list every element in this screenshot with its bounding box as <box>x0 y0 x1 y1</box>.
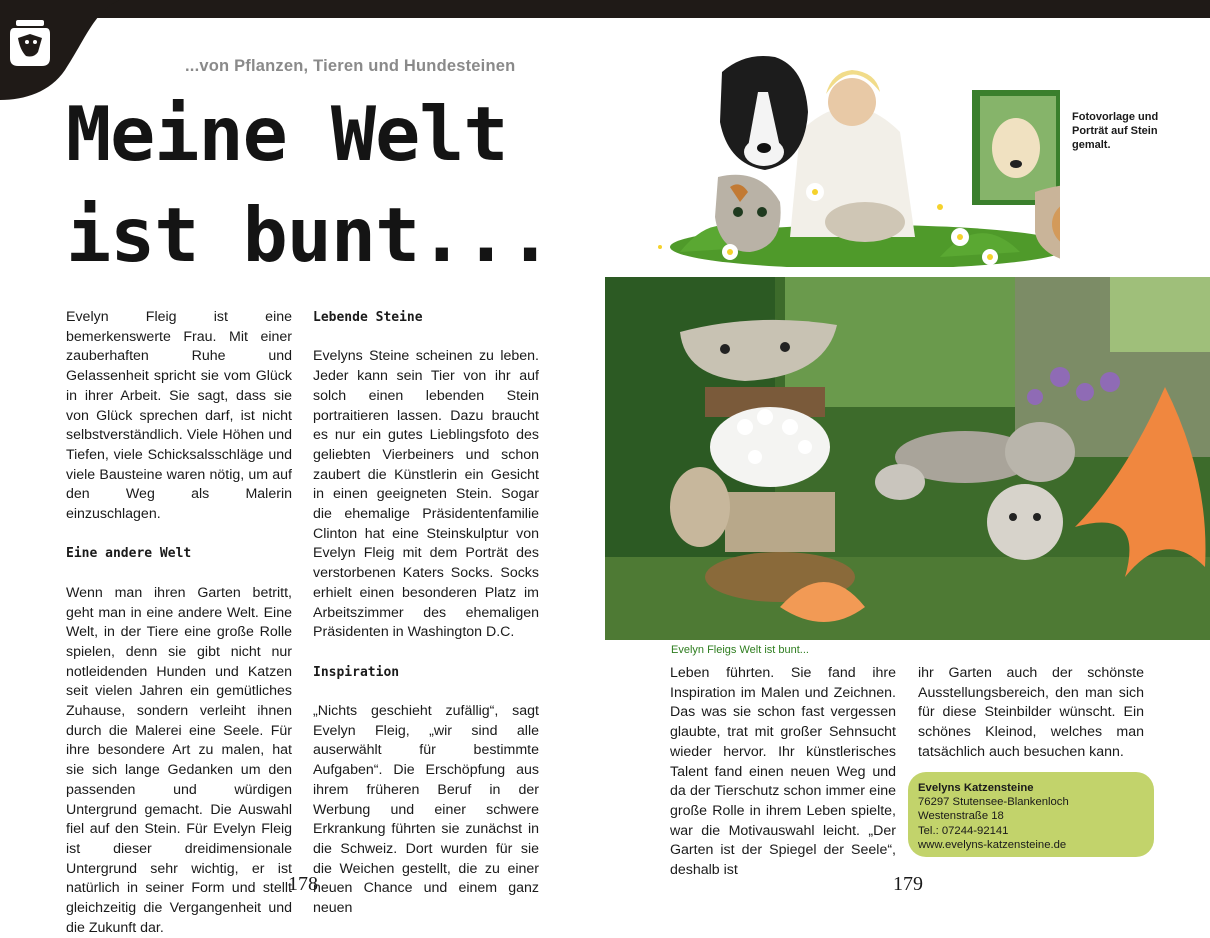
photo-caption-top: Fotovorlage und Porträt auf Stein gemalt. <box>1072 111 1159 151</box>
photo-caption-main: Evelyn Fleigs Welt ist bunt... <box>671 644 809 656</box>
article-column-3 <box>670 664 896 881</box>
contact-info-box <box>908 772 1154 857</box>
page-number-left: 178 <box>288 873 318 895</box>
article-column-1 <box>66 308 292 938</box>
paragraph: ihr Garten auch der schönste Ausstellungsbereich, den man sich für diese Steinbilder wünscht. Ein schönes Kleinod, welches man tatsächlich auch besuchen kann. <box>918 665 1144 760</box>
headline-line-1: Meine Welt <box>66 90 508 178</box>
top-bar <box>0 0 1210 18</box>
paragraph: „Nichts geschieht zufällig“, sagt Evelyn Fleig, „wir sind alle auserwählt für bestimmte Aufgaben“. Die Erschöpfung aus ihrem früheren Beruf in der Werbung und einer schwere Erkrankung führten sie zunächst in die Schweiz. Dort wurden für sie die Weichen gestellt, die zu einer neuen Chance und einem ganz neuen <box>313 703 539 917</box>
corner-tab <box>0 0 120 100</box>
paragraph: Wenn man ihren Garten betritt, geht man in eine andere Welt. Eine Welt, in der Tiere eine große Rolle spielen, denn sie gibt nicht nur notleidenden Hunden und Katzen seit vielen Jahren ein gemütliches Zuhause, sondern verleiht ihnen durch die Malerei eine Seele. Für ihre besondere Art zu malen, hat sie sich lange Gedanken um den passenden und würdigen Untergrund gemacht. Die Auswahl fiel auf den Stein. Für Evelyn Fleig ist dieser dreidimensionale Untergrund sehr wichtig, er ist natürlich in seiner Form und stellt gleichzeitig die Vergangenheit und die Zukunft dar. <box>66 584 292 936</box>
contact-city: 76297 Stutensee-Blankenloch <box>918 796 1069 809</box>
contact-name: Evelyns Katzensteine <box>918 782 1034 794</box>
article-column-2 <box>313 308 539 919</box>
page-number-right: 179 <box>893 873 923 895</box>
subheading: Lebende Steine <box>313 310 423 325</box>
portrait-collage-photo <box>640 52 1060 267</box>
paragraph: Evelyn Fleig ist eine bemerkenswerte Frau. Mit einer zauberhaften Ruhe und Gelassenheit spricht sie vom Glück in ihrer Arbeit. Sie sagt, dass sie von Glück sprechen darf, ist nicht selbstverständlich. Viele Höhen und Tiefen, viele Schicksalsschläge und viele Bausteine waren nötig, um auf den Weg als Malerin einzuschlagen. <box>66 309 292 523</box>
contact-website[interactable]: www.evelyns-katzensteine.de <box>918 838 1067 851</box>
headline-line-2: ist bunt... <box>66 191 552 279</box>
subheading: Eine andere Welt <box>66 546 192 562</box>
paragraph: Evelyns Steine scheinen zu leben. Jeder kann sein Tier von ihr auf solch einen lebenden Stein portraitieren lassen. Dazu braucht es nur ein gutes Lieblingsfoto des geliebten Vierbeiners und schon zaubert die Künstlerin ein Gesicht in einen geeigneten Stein. Sogar die ehemalige Präsidentenfamilie Clinton hat eine Steinskulptur von Evelyn Fleig mit dem Porträt des verstorbenen Katers Socks. Socks erhielt einen besonderen Platz im Arbeitszimmer des ehemaligen Präsidenten in Washington D.C. <box>313 348 539 641</box>
subheading: Inspiration <box>313 664 400 680</box>
paragraph: Leben führten. Sie fand ihre Inspiration im Malen und Zeichnen. Das was sie schon fast vergessen glaubte, trat mit großer Sehnsucht wieder hervor. Ihr künstlerisches Talent fand einen neuen Weg und da der Tierschutz schon immer eine große Rolle in ihrem Leben spielte, war die Motivauswahl leicht. „Der Garten ist der Spiegel der Seele“, deshalb ist <box>670 665 896 879</box>
contact-street: Westenstraße 18 <box>918 810 1004 823</box>
section-kicker: ...von Pflanzen, Tieren und Hundesteinen <box>185 57 516 75</box>
garden-photo <box>605 277 1210 640</box>
contact-phone: Tel.: 07244-92141 <box>918 824 1009 837</box>
article-column-4 <box>918 664 1144 763</box>
